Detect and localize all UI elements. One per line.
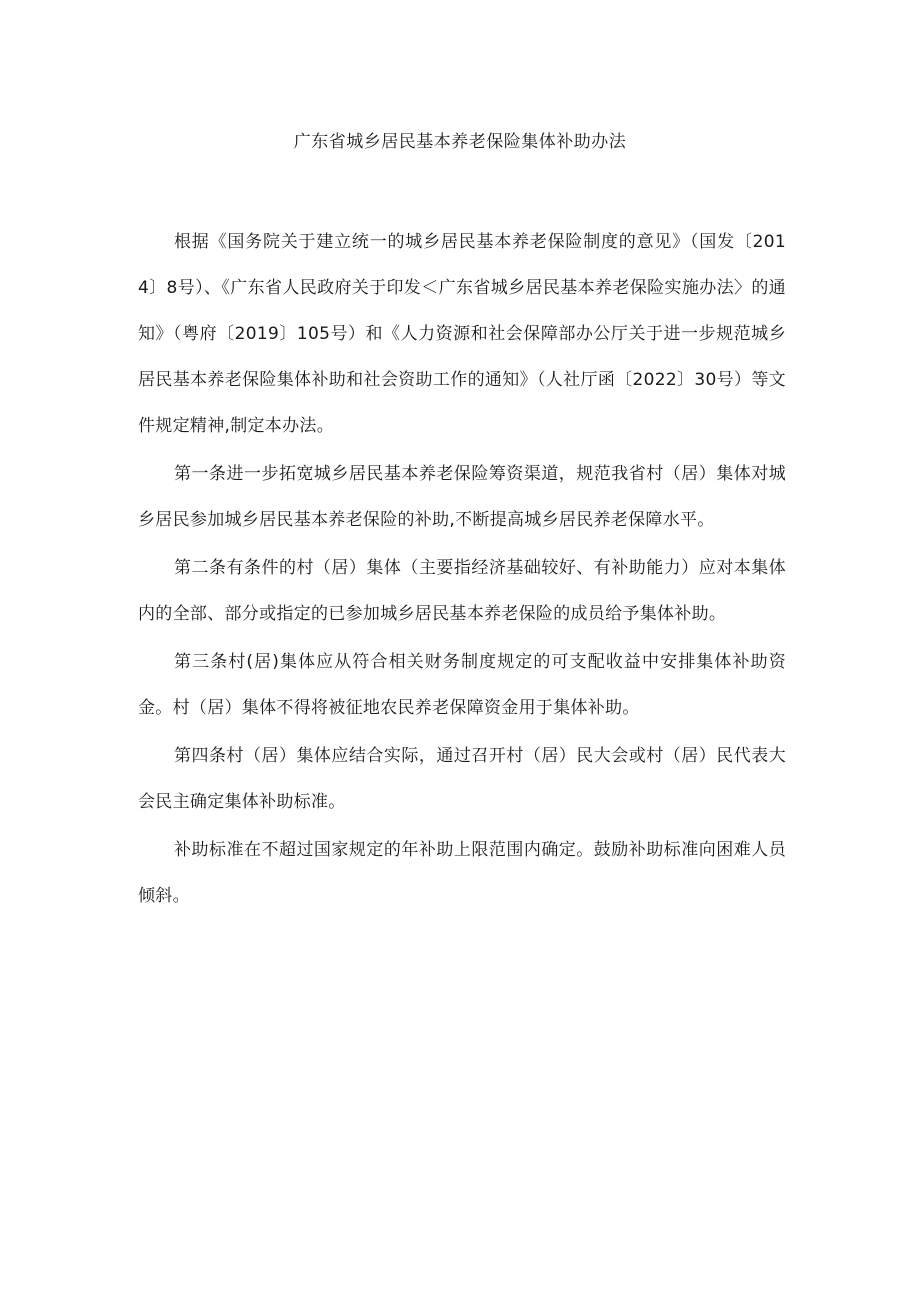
paragraph-article-2: 第二条有条件的村（居）集体（主要指经济基础较好、有补助能力）应对本集体内的全部、部分或指定的已参加城乡居民基本养老保险的成员给予集体补助。	[138, 558, 786, 624]
document-title: 广东省城乡居民基本养老保险集体补助办法	[293, 132, 627, 152]
paragraph-article-3: 第三条村(居)集体应从符合相关财务制度规定的可支配收益中安排集体补助资金。村（居）集体不得将被征地农民养老保障资金用于集体补助。	[138, 652, 786, 718]
paragraph-article-4: 第四条村（居）集体应结合实际，通过召开村（居）民大会或村（居）民代表大会民主确定集体补助标准。	[138, 746, 786, 812]
paragraph-preamble: 根据《国务院关于建立统一的城乡居民基本养老保险制度的意见》（国发〔2014〕8号）、《广东省人民政府关于印发＜广东省城乡居民基本养老保险实施办法〉的通知》（粤府〔2019〕105号）和《人力资源和社会保障部办公厅关于进一步规范城乡居民基本养老保险集体补助和社会资助工作的通知》（人社厅函〔2022〕30号）等文件规定精神,制定本办法。	[138, 232, 786, 436]
document-body	[138, 219, 786, 921]
paragraph-article-1: 第一条进一步拓宽城乡居民基本养老保险筹资渠道，规范我省村（居）集体对城乡居民参加城乡居民基本养老保险的补助,不断提高城乡居民养老保障水平。	[138, 464, 786, 530]
paragraph-subsidy-standard: 补助标准在不超过国家规定的年补助上限范围内确定。鼓励补助标准向困难人员倾斜。	[138, 840, 786, 906]
